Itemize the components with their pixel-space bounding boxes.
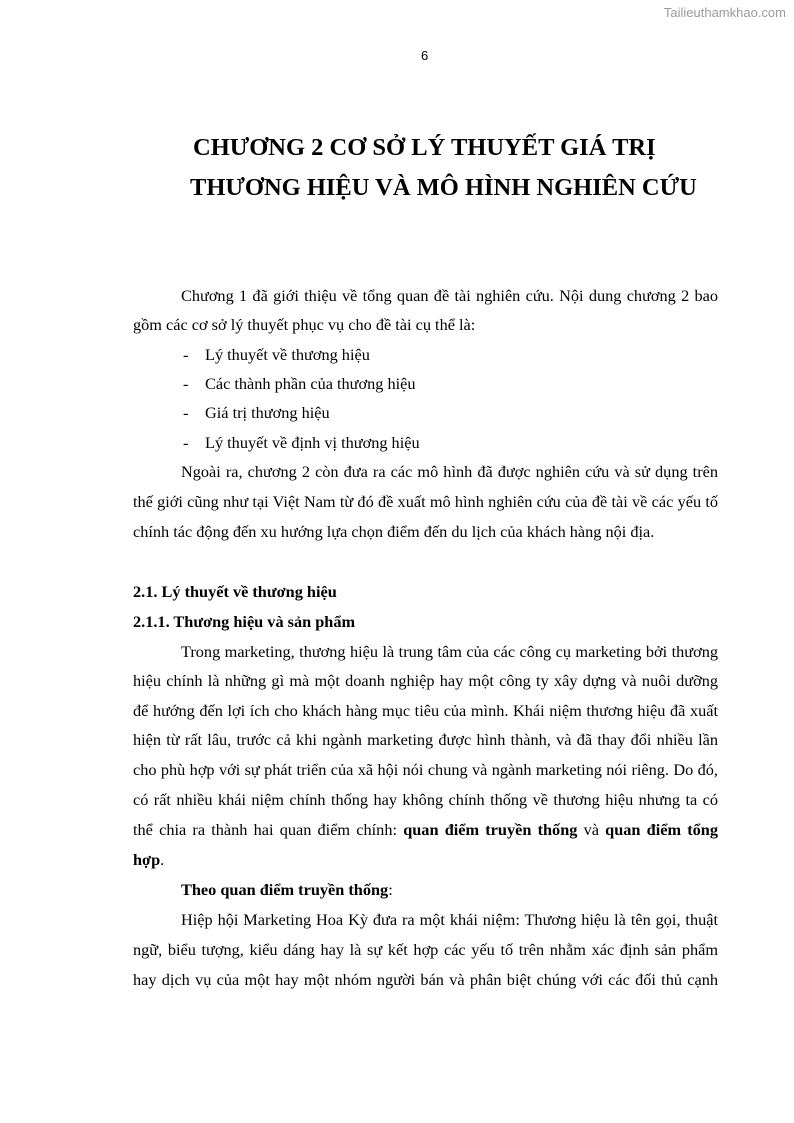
bullet-marker: - [183, 374, 189, 393]
bold-term: Theo quan điểm truyền thống [181, 880, 389, 899]
paragraph-line: chính tác động đến xu hướng lựa chọn điểm đến du lịch của khách hàng nội địa. [133, 522, 655, 541]
page-number: 6 [421, 48, 429, 63]
section-heading-2-1-1: 2.1.1. Thương hiệu và sản phẩm [133, 612, 356, 631]
paragraph-line: cho phù hợp với sự phát triển của xã hội nói chung và ngành marketing nói riêng. Do đó, [133, 760, 718, 779]
text: . [160, 850, 165, 869]
paragraph-line [133, 820, 718, 840]
chapter-title-line1: CHƯƠNG 2 CƠ SỞ LÝ THUYẾT GIÁ TRỊ [193, 134, 656, 161]
paragraph-line: hiện từ rất lâu, trước cả khi ngành marketing được hình thành, và đã thay đổi nhiều lần [133, 730, 718, 749]
bullet-marker: - [183, 433, 189, 452]
text: và [577, 820, 606, 839]
intro-line: Chương 1 đã giới thiệu về tổng quan đề tài nghiên cứu. Nội dung chương 2 bao [181, 286, 718, 305]
paragraph-line: Trong marketing, thương hiệu là trung tâm của các công cụ marketing bởi thương [181, 642, 718, 661]
text: thể chia ra thành hai quan điểm chính: [133, 820, 404, 839]
bold-term: quan điểm truyền thống [403, 820, 578, 839]
bullet-marker: - [183, 403, 189, 422]
bold-term: quan điểm tổng [605, 820, 718, 839]
list-item: Lý thuyết về định vị thương hiệu [205, 433, 420, 452]
paragraph-line: Hiệp hội Marketing Hoa Kỳ đưa ra một khái niệm: Thương hiệu là tên gọi, thuật [181, 910, 718, 929]
list-item: Giá trị thương hiệu [205, 403, 330, 422]
list-item: Lý thuyết về thương hiệu [205, 345, 370, 364]
paragraph-line: để hướng đến lợi ích cho khách hàng mục tiêu của mình. Khái niệm thương hiệu đã xuất [133, 701, 718, 720]
paragraph-line: có rất nhiều khái niệm chính thống hay không chính thống về thương hiệu nhưng ta có [133, 790, 718, 809]
paragraph-line: hiệu chính là những gì mà một doanh nghiệp hay một công ty xây dựng và nuôi dưỡng [133, 671, 718, 690]
paragraph-line: ngữ, biểu tượng, kiểu dáng hay là sự kết hợp các yếu tố trên nhằm xác định sản phẩm [133, 940, 718, 959]
paragraph-line: hay dịch vụ của một hay một nhóm người bán và phân biệt chúng với các đối thủ cạnh [133, 970, 718, 989]
watermark: Tailieuthamkhao.com [663, 5, 786, 20]
subheading-traditional [181, 880, 718, 900]
bullet-marker: - [183, 345, 189, 364]
intro-line: gồm các cơ sở lý thuyết phục vụ cho đề tài cụ thể là: [133, 315, 476, 334]
paragraph-line: thế giới cũng như tại Việt Nam từ đó đề xuất mô hình nghiên cứu của đề tài về các yếu tố [133, 492, 718, 511]
paragraph-line [133, 850, 718, 870]
section-heading-2-1: 2.1. Lý thuyết về thương hiệu [133, 582, 337, 601]
text: : [388, 880, 393, 899]
paragraph-line: Ngoài ra, chương 2 còn đưa ra các mô hình đã được nghiên cứu và sử dụng trên [181, 462, 718, 481]
bold-term: hợp [133, 850, 161, 869]
chapter-title-line2: THƯƠNG HIỆU VÀ MÔ HÌNH NGHIÊN CỨU [190, 174, 697, 201]
list-item: Các thành phần của thương hiệu [205, 374, 416, 393]
